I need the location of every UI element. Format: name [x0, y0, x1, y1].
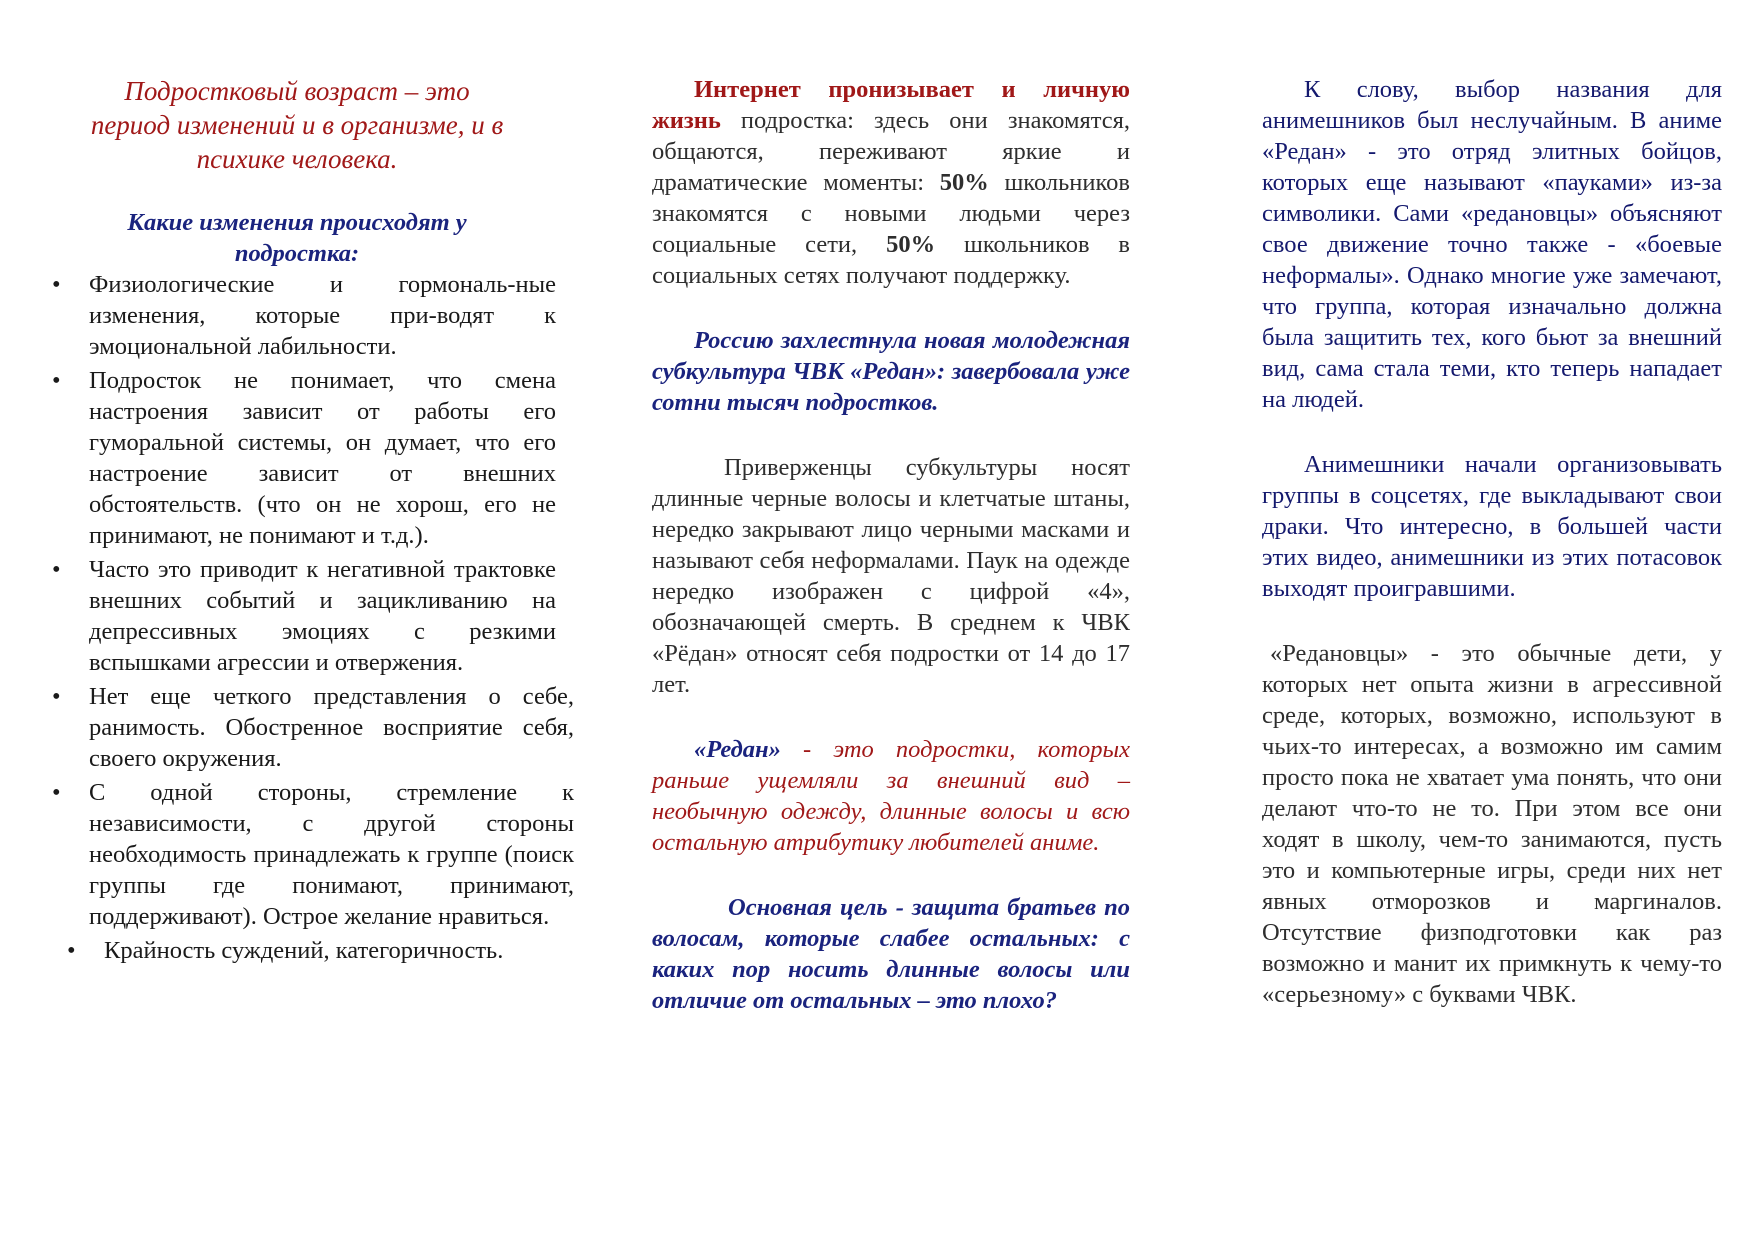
bullet-icon: • — [52, 779, 61, 806]
bullet-icon: • — [67, 937, 76, 964]
main-goal-paragraph: Основная цель - защита братьев по волосам, которые слабее остальных: с каких пор носить длинные волосы или отличие от остальных – это плохо? — [652, 894, 1130, 1014]
bullet-icon: • — [52, 271, 61, 298]
subculture-headline: Россию захлестнула новая молодежная субкультура ЧВК «Редан»: завербовала уже сотни тысяч подростков. — [652, 327, 1130, 416]
stat-value: 50% — [886, 231, 936, 258]
internet-paragraph: Интернет пронизывает и личную жизнь подростка: здесь они знакомятся, общаются, переживают яркие и драматические моменты: 50% школьников знакомятся с новыми людьми через социальные сети, 50% школьников в социальных сетях получают поддержку. — [652, 76, 1130, 289]
list-item: • Крайность суждений, категоричность. — [67, 937, 504, 964]
intro-statement: Подростковый возраст – это период изменений и в организме, и в психике человека. — [90, 76, 504, 174]
list-item: • Физиологические и гормональ-ные изменения, которые при-водят к эмоциональной лабильности. — [52, 271, 556, 360]
social-groups-paragraph: Анимешники начали организовывать группы в соцсетях, где выкладывают свои драки. Что интересно, в большей части этих видео, анимешники из этих потасовок выходят проигравшими. — [1262, 451, 1722, 602]
changes-list — [52, 269, 574, 966]
redan-paragraph: «Редан» - это подростки, которых раньше ущемляли за внешний вид – необычную одежду, длинные волосы и всю остальную атрибутику любителей аниме. — [652, 736, 1130, 856]
redan-lead: «Редан» — [694, 736, 781, 763]
bullet-icon: • — [52, 683, 61, 710]
list-item: • Подросток не понимает, что смена настроения зависит от работы его гуморальной системы, он думает, что его настроение зависит от внешних обстоятельств. (что он не хорош, его не принимают, не понимают и т.д.). — [52, 367, 556, 549]
stat-value: 50% — [939, 169, 989, 196]
list-item: • Часто это приводит к негативной трактовке внешних событий и зацикливанию на депрессивных эмоциях с резкими вспышками агрессии и отвержения. — [52, 556, 556, 676]
list-item: • С одной стороны, стремление к независимости, с другой стороны необходимость принадлежать к группе (поиск группы где понимают, принимают, поддерживают). Острое желание нравиться. — [52, 779, 574, 930]
list-item: • Нет еще четкого представления о себе, ранимость. Обостренное восприятие себя, своего окружения. — [52, 683, 574, 772]
column-middle — [652, 74, 1130, 1016]
bullet-icon: • — [52, 556, 61, 583]
ordinary-kids-paragraph: «Редановцы» - это обычные дети, у которых нет опыта жизни в агрессивной среде, которых, возможно, используют в чьих-то интересах, а возможно им самим просто пока не хватает ума понять, что они делают что-то не то. При этом все они ходят в школу, чем-то занимаются, пусть это и компьютерные игры, среди них нет явных отморозков и маргиналов. Отсутствие физподготовки как раз возможно и манит их примкнуть к чему-то «серьезному» с буквами ЧВК. — [1262, 640, 1722, 1008]
column-right — [1262, 74, 1722, 1010]
bullet-icon: • — [52, 367, 61, 394]
column-left — [52, 74, 574, 969]
question-heading: Какие изменения происходят у подростка: — [127, 209, 467, 267]
adherents-paragraph: Приверженцы субкультуры носят длинные черные волосы и клетчатые штаны, нередко закрывают лицо черными масками и называют себя неформалами. Паук на одежде нередко изображен с цифрой «4», обозначающей смерть. В среднем к ЧВК «Рёдан» относят себя подростки от 14 до 17 лет. — [652, 454, 1130, 698]
internet-lead: Интернет пронизывает и личную жизнь — [652, 76, 1130, 134]
name-choice-paragraph: К слову, выбор названия для анимешников был неслучайным. В аниме «Редан» - это отряд элитных бойцов, которых еще называют «пауками» из-за символики. Сами «редановцы» объясняют свое движение точно также - «боевые неформалы». Однако многие уже замечают, что группа, которая изначально должна была защитить тех, кого бьют за внешний вид, сама стала теми, кто теперь нападает на людей. — [1262, 76, 1722, 413]
